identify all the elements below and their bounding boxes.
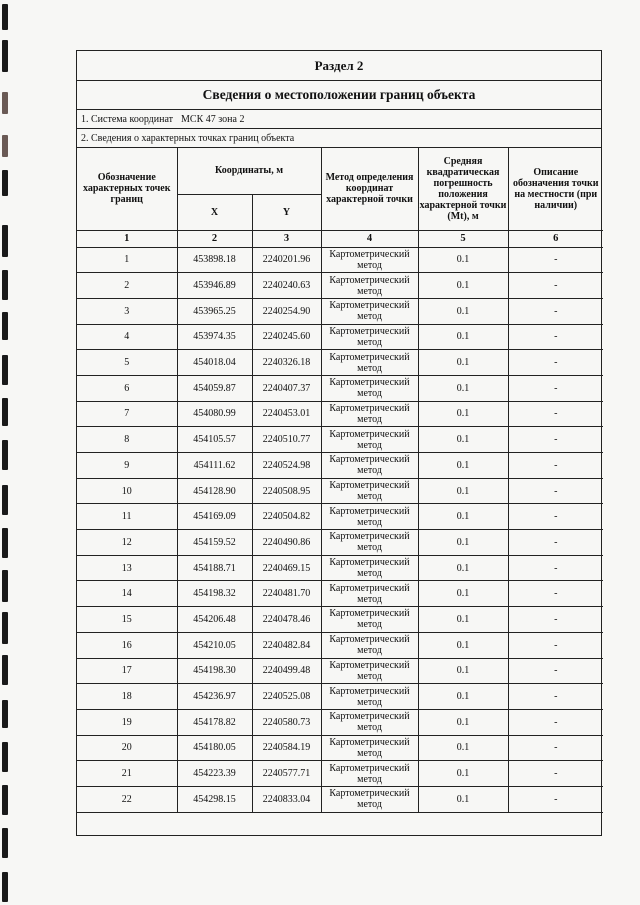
table-row <box>77 273 603 299</box>
section-title: Раздел 2 <box>77 51 601 81</box>
mt-error-cell: 0.1 <box>418 273 508 299</box>
point-number-cell: 10 <box>77 478 177 504</box>
point-number-cell: 18 <box>77 684 177 710</box>
description-cell: - <box>508 375 603 401</box>
point-number-cell: 1 <box>77 247 177 273</box>
binding-mark <box>2 828 8 858</box>
method-cell: Картометрический метод <box>321 555 418 581</box>
y-coordinate-cell: 2240245.60 <box>252 324 321 350</box>
method-cell: Картометрический метод <box>321 375 418 401</box>
x-coordinate-cell: 453965.25 <box>177 298 252 324</box>
method-cell: Картометрический метод <box>321 401 418 427</box>
x-coordinate-cell: 454298.15 <box>177 786 252 812</box>
mt-error-cell: 0.1 <box>418 581 508 607</box>
x-coordinate-cell: 453898.18 <box>177 247 252 273</box>
coordinate-system-label: 1. Система координат <box>81 113 174 125</box>
description-cell: - <box>508 607 603 633</box>
y-coordinate-cell: 2240499.48 <box>252 658 321 684</box>
description-cell: - <box>508 247 603 273</box>
x-coordinate-cell: 454159.52 <box>177 530 252 556</box>
y-coordinate-cell: 2240490.86 <box>252 530 321 556</box>
y-coordinate-cell: 2240577.71 <box>252 761 321 787</box>
point-number-cell: 11 <box>77 504 177 530</box>
x-coordinate-cell: 454018.04 <box>177 350 252 376</box>
description-cell: - <box>508 709 603 735</box>
table-row <box>77 735 603 761</box>
binding-mark <box>2 135 8 157</box>
binding-mark <box>2 92 8 114</box>
table-row <box>77 786 603 812</box>
table-row <box>77 607 603 633</box>
x-coordinate-cell: 454111.62 <box>177 453 252 479</box>
table-row <box>77 684 603 710</box>
table-row <box>77 761 603 787</box>
binding-mark <box>2 872 8 902</box>
point-number-cell: 3 <box>77 298 177 324</box>
y-coordinate-cell: 2240504.82 <box>252 504 321 530</box>
method-cell: Картометрический метод <box>321 453 418 479</box>
table-row <box>77 632 603 658</box>
mt-error-cell: 0.1 <box>418 607 508 633</box>
point-number-cell: 21 <box>77 761 177 787</box>
column-number: 3 <box>252 230 321 247</box>
x-coordinate-cell: 454198.30 <box>177 658 252 684</box>
table-row <box>77 709 603 735</box>
points-section-heading: 2. Сведения о характерных точках границ объекта <box>77 129 601 148</box>
method-cell: Картометрический метод <box>321 607 418 633</box>
description-cell: - <box>508 427 603 453</box>
table-row <box>77 478 603 504</box>
description-cell: - <box>508 298 603 324</box>
point-number-cell: 17 <box>77 658 177 684</box>
y-coordinate-cell: 2240201.96 <box>252 247 321 273</box>
header-x: X <box>177 194 252 230</box>
point-number-cell: 6 <box>77 375 177 401</box>
point-number-cell: 7 <box>77 401 177 427</box>
x-coordinate-cell: 454236.97 <box>177 684 252 710</box>
coordinate-system-value: МСК 47 зона 2 <box>181 113 245 125</box>
description-cell: - <box>508 401 603 427</box>
header-description: Описание обозначения точки на местности (при наличии) <box>508 148 603 230</box>
y-coordinate-cell: 2240508.95 <box>252 478 321 504</box>
point-number-cell: 8 <box>77 427 177 453</box>
x-coordinate-cell: 454059.87 <box>177 375 252 401</box>
column-number: 2 <box>177 230 252 247</box>
binding-mark <box>2 655 8 685</box>
x-coordinate-cell: 454178.82 <box>177 709 252 735</box>
method-cell: Картометрический метод <box>321 581 418 607</box>
x-coordinate-cell: 454080.99 <box>177 401 252 427</box>
x-coordinate-cell: 454223.39 <box>177 761 252 787</box>
table-row <box>77 375 603 401</box>
binding-mark <box>2 312 8 340</box>
method-cell: Картометрический метод <box>321 350 418 376</box>
method-cell: Картометрический метод <box>321 709 418 735</box>
method-cell: Картометрический метод <box>321 504 418 530</box>
table-row <box>77 581 603 607</box>
x-coordinate-cell: 454198.32 <box>177 581 252 607</box>
mt-error-cell: 0.1 <box>418 504 508 530</box>
mt-error-cell: 0.1 <box>418 632 508 658</box>
mt-error-cell: 0.1 <box>418 478 508 504</box>
method-cell: Картометрический метод <box>321 427 418 453</box>
table-body <box>77 247 603 812</box>
x-coordinate-cell: 453946.89 <box>177 273 252 299</box>
column-number: 6 <box>508 230 603 247</box>
table-row <box>77 247 603 273</box>
y-coordinate-cell: 2240254.90 <box>252 298 321 324</box>
mt-error-cell: 0.1 <box>418 247 508 273</box>
y-coordinate-cell: 2240407.37 <box>252 375 321 401</box>
y-coordinate-cell: 2240510.77 <box>252 427 321 453</box>
method-cell: Картометрический метод <box>321 684 418 710</box>
table-row <box>77 658 603 684</box>
method-cell: Картометрический метод <box>321 273 418 299</box>
y-coordinate-cell: 2240580.73 <box>252 709 321 735</box>
method-cell: Картометрический метод <box>321 786 418 812</box>
point-number-cell: 20 <box>77 735 177 761</box>
point-number-cell: 4 <box>77 324 177 350</box>
description-cell: - <box>508 761 603 787</box>
table-row <box>77 427 603 453</box>
mt-error-cell: 0.1 <box>418 324 508 350</box>
binding-mark <box>2 170 8 196</box>
point-number-cell: 15 <box>77 607 177 633</box>
mt-error-cell: 0.1 <box>418 658 508 684</box>
method-cell: Картометрический метод <box>321 735 418 761</box>
point-number-cell: 14 <box>77 581 177 607</box>
description-cell: - <box>508 684 603 710</box>
y-coordinate-cell: 2240482.84 <box>252 632 321 658</box>
method-cell: Картометрический метод <box>321 632 418 658</box>
column-number: 5 <box>418 230 508 247</box>
description-cell: - <box>508 324 603 350</box>
mt-error-cell: 0.1 <box>418 786 508 812</box>
method-cell: Картометрический метод <box>321 324 418 350</box>
point-number-cell: 12 <box>77 530 177 556</box>
description-cell: - <box>508 735 603 761</box>
x-coordinate-cell: 453974.35 <box>177 324 252 350</box>
description-cell: - <box>508 786 603 812</box>
binding-mark <box>2 270 8 300</box>
column-number: 4 <box>321 230 418 247</box>
mt-error-cell: 0.1 <box>418 427 508 453</box>
y-coordinate-cell: 2240584.19 <box>252 735 321 761</box>
description-cell: - <box>508 581 603 607</box>
header-error: Средняя квадратическая погрешность положения характерной точки (Mt), м <box>418 148 508 230</box>
y-coordinate-cell: 2240833.04 <box>252 786 321 812</box>
method-cell: Картометрический метод <box>321 530 418 556</box>
point-number-cell: 16 <box>77 632 177 658</box>
table-row <box>77 350 603 376</box>
document-frame <box>76 50 602 836</box>
y-coordinate-cell: 2240240.63 <box>252 273 321 299</box>
method-cell: Картометрический метод <box>321 478 418 504</box>
x-coordinate-cell: 454206.48 <box>177 607 252 633</box>
point-number-cell: 19 <box>77 709 177 735</box>
column-number: 1 <box>77 230 177 247</box>
point-number-cell: 22 <box>77 786 177 812</box>
method-cell: Картометрический метод <box>321 247 418 273</box>
y-coordinate-cell: 2240481.70 <box>252 581 321 607</box>
table-row <box>77 530 603 556</box>
header-method: Метод определения координат характерной точки <box>321 148 418 230</box>
mt-error-cell: 0.1 <box>418 401 508 427</box>
binding-mark <box>2 398 8 426</box>
point-number-cell: 2 <box>77 273 177 299</box>
header-coordinates: Координаты, м <box>177 148 321 194</box>
y-coordinate-cell: 2240453.01 <box>252 401 321 427</box>
x-coordinate-cell: 454169.09 <box>177 504 252 530</box>
description-cell: - <box>508 273 603 299</box>
binding-mark <box>2 440 8 470</box>
document-heading: Сведения о местоположении границ объекта <box>77 81 601 110</box>
method-cell: Картометрический метод <box>321 658 418 684</box>
binding-mark <box>2 355 8 385</box>
binding-mark <box>2 612 8 644</box>
y-coordinate-cell: 2240524.98 <box>252 453 321 479</box>
point-number-cell: 13 <box>77 555 177 581</box>
x-coordinate-cell: 454180.05 <box>177 735 252 761</box>
binding-mark <box>2 4 8 30</box>
y-coordinate-cell: 2240525.08 <box>252 684 321 710</box>
coordinate-system-row <box>77 110 601 129</box>
binding-mark <box>2 785 8 815</box>
method-cell: Картометрический метод <box>321 298 418 324</box>
table-row <box>77 401 603 427</box>
x-coordinate-cell: 454128.90 <box>177 478 252 504</box>
table-row <box>77 298 603 324</box>
binding-mark <box>2 742 8 772</box>
binding-mark <box>2 225 8 257</box>
header-y: Y <box>252 194 321 230</box>
y-coordinate-cell: 2240326.18 <box>252 350 321 376</box>
mt-error-cell: 0.1 <box>418 375 508 401</box>
x-coordinate-cell: 454188.71 <box>177 555 252 581</box>
mt-error-cell: 0.1 <box>418 350 508 376</box>
description-cell: - <box>508 632 603 658</box>
table-row <box>77 324 603 350</box>
table-row <box>77 555 603 581</box>
y-coordinate-cell: 2240469.15 <box>252 555 321 581</box>
binding-mark <box>2 700 8 728</box>
y-coordinate-cell: 2240478.46 <box>252 607 321 633</box>
boundary-points-table <box>77 148 603 813</box>
table-row <box>77 453 603 479</box>
description-cell: - <box>508 350 603 376</box>
binding-mark <box>2 528 8 558</box>
mt-error-cell: 0.1 <box>418 684 508 710</box>
description-cell: - <box>508 555 603 581</box>
binding-mark <box>2 570 8 602</box>
method-cell: Картометрический метод <box>321 761 418 787</box>
header-designation: Обозначение характерных точек границ <box>77 148 177 230</box>
point-number-cell: 9 <box>77 453 177 479</box>
description-cell: - <box>508 530 603 556</box>
mt-error-cell: 0.1 <box>418 298 508 324</box>
x-coordinate-cell: 454210.05 <box>177 632 252 658</box>
mt-error-cell: 0.1 <box>418 453 508 479</box>
binding-mark <box>2 40 8 72</box>
description-cell: - <box>508 478 603 504</box>
mt-error-cell: 0.1 <box>418 555 508 581</box>
description-cell: - <box>508 453 603 479</box>
description-cell: - <box>508 658 603 684</box>
description-cell: - <box>508 504 603 530</box>
mt-error-cell: 0.1 <box>418 709 508 735</box>
binding-mark <box>2 485 8 515</box>
mt-error-cell: 0.1 <box>418 761 508 787</box>
x-coordinate-cell: 454105.57 <box>177 427 252 453</box>
table-row <box>77 504 603 530</box>
mt-error-cell: 0.1 <box>418 530 508 556</box>
point-number-cell: 5 <box>77 350 177 376</box>
mt-error-cell: 0.1 <box>418 735 508 761</box>
